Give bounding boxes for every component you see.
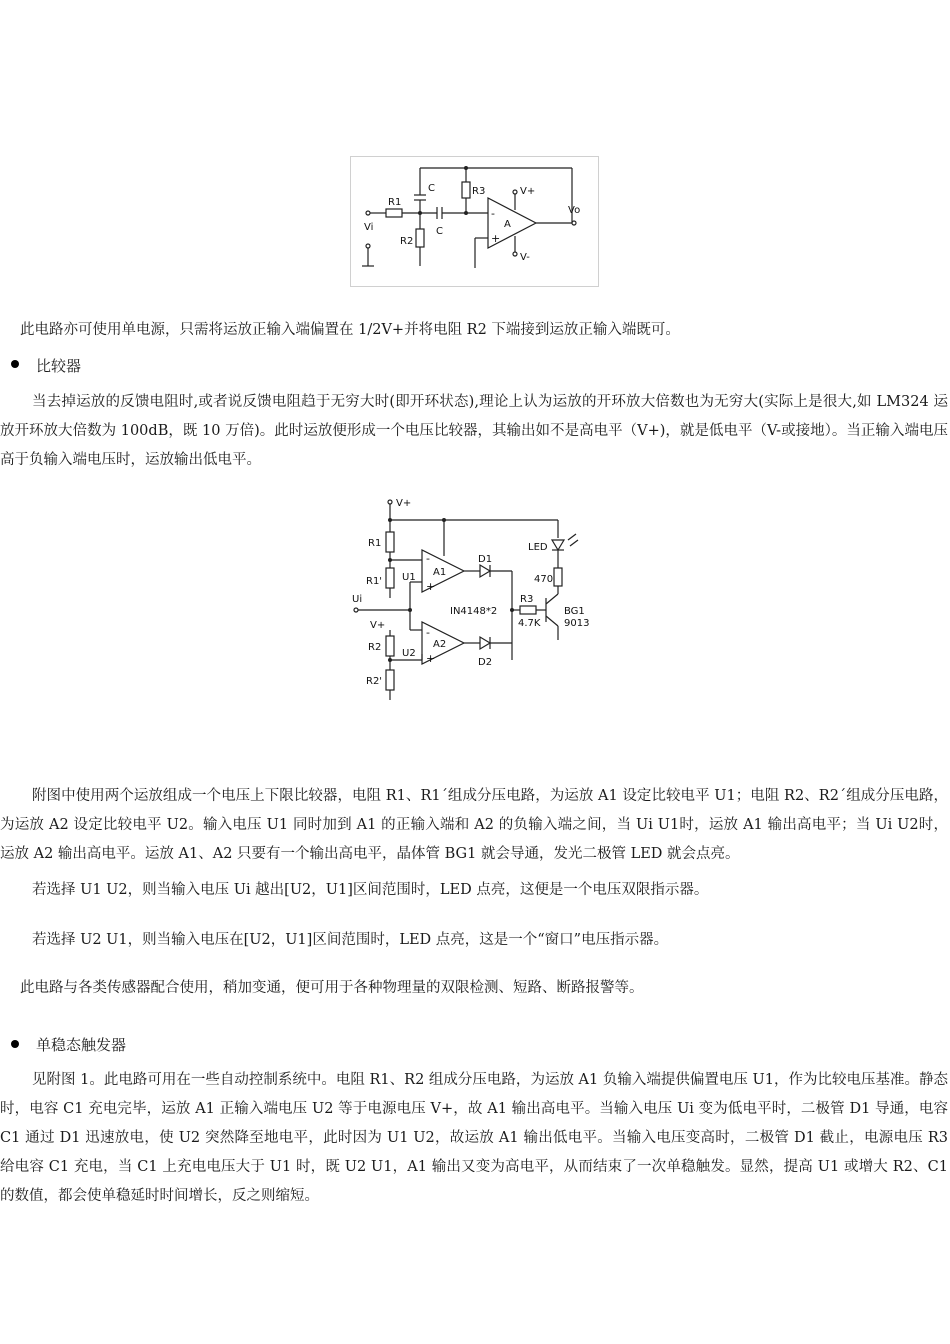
label-c-top: C bbox=[428, 183, 435, 194]
paragraph-monostable: 见附图 1。此电路可用在一些自动控制系统中。电阻 R1、R2 组成分压电路，为运放 A1 负输入端提供偏置电压 U1，作为比较电压基准。静态时，电容 C1 充电完毕，运放 A1 正输入端电压 U2 等于电源电压 V+，故 A1 输出高电平。当输入电压 Ui 变为低电平时，二极管 D1 导通，电容 C1 通过 D1 迅速放电，使 U2 突然降至地电平，此时因为 U1 U2，故运放 A1 输出低电平。当输入电压变高时，二极管 D1 截止，电源电压 R3 给电容 C1 充电，当 C1 上充电电压大于 U1 时，既 U2 U1，A1 输出又变为高电平，从而结束了一次单稳触发。显然，提高 U1 或增大 R2、C1 的数值，都会使单稳延时时间增长，反之则缩短。 bbox=[0, 1072, 948, 1204]
label-vplus-top: V+ bbox=[396, 498, 412, 509]
label-a1-plus: + bbox=[426, 580, 436, 593]
label-vplus: V+ bbox=[520, 186, 536, 197]
label-470: 470 bbox=[534, 574, 554, 585]
circuit-figure-2 bbox=[340, 490, 600, 715]
label-r2: R2 bbox=[400, 236, 414, 247]
label-r3: R3 bbox=[520, 594, 534, 605]
circuit-figure-1 bbox=[350, 156, 600, 288]
label-a1-minus: - bbox=[426, 552, 430, 565]
label-vminus: V- bbox=[520, 252, 530, 263]
label-vplus-mid: V+ bbox=[370, 620, 386, 631]
label-r1-prime: R1' bbox=[366, 576, 383, 587]
bullet-icon bbox=[11, 360, 19, 368]
paragraph-comparator: 当去掉运放的反馈电阻时,或者说反馈电阻趋于无穷大时(即开环状态),理论上认为运放的开环放大倍数也为无穷大(实际上是很大,如 LM324 运放开环放大倍数为 100dB，既 10 万倍)。此时运放便形成一个电压比较器，其输出如不是高电平（V+)，就是低电平（V-或接地）。当正输入端电压高于负输入端电压时，运放输出低电平。 bbox=[0, 394, 948, 468]
label-vo: Vo bbox=[568, 205, 581, 216]
label-in4148: IN4148*2 bbox=[450, 606, 498, 617]
heading-monostable: 单稳态触发器 bbox=[36, 1036, 127, 1054]
label-r1: R1 bbox=[388, 197, 402, 208]
label-r3-value: 4.7K bbox=[518, 618, 541, 629]
paragraph-single-supply: 此电路亦可使用单电源，只需将运放正输入端偏置在 1/2V+并将电阻 R2 下端接到运放正输入端既可。 bbox=[20, 322, 680, 338]
label-d2: D2 bbox=[478, 657, 493, 668]
paragraph-sensor-use: 此电路与各类传感器配合使用，稍加变通，便可用于各种物理量的双限检测、短路、断路报警等。 bbox=[20, 980, 644, 996]
label-r3: R3 bbox=[472, 186, 486, 197]
label-led: LED bbox=[528, 542, 548, 553]
heading-comparator: 比较器 bbox=[36, 357, 82, 375]
label-ui: Ui bbox=[352, 594, 363, 605]
label-r2-prime: R2' bbox=[366, 676, 383, 687]
label-a2-minus: - bbox=[426, 626, 430, 639]
paragraph-window-indicator: 若选择 U2 U1，则当输入电压在[U2，U1]区间范围时，LED 点亮，这是一个“窗口”电压指示器。 bbox=[32, 932, 669, 948]
label-plus: + bbox=[491, 232, 501, 245]
label-a: A bbox=[504, 219, 511, 230]
label-u1: U1 bbox=[402, 572, 416, 583]
label-c-mid: C bbox=[436, 226, 443, 237]
label-a2-plus: + bbox=[426, 652, 436, 665]
paragraph-window-comparator: 附图中使用两个运放组成一个电压上下限比较器，电阻 R1、R1´组成分压电路，为运放 A1 设定比较电平 U1；电阻 R2、R2´组成分压电路，为运放 A2 设定比较电平 U2。输入电压 U1 同时加到 A1 的正输入端和 A2 的负输入端之间，当 Ui U1时，运放 A1 输出高电平；当 Ui U2时，运放 A2 输出高电平。运放 A1、A2 只要有一个输出高电平，晶体管 BG1 就会导通，发光二极管 LED 就会点亮。 bbox=[0, 788, 948, 862]
label-bg1: BG1 bbox=[564, 606, 585, 617]
label-d1: D1 bbox=[478, 554, 493, 565]
bullet-icon bbox=[11, 1040, 19, 1048]
label-vi: Vi bbox=[364, 222, 374, 233]
label-r2: R2 bbox=[368, 642, 382, 653]
label-a2: A2 bbox=[433, 639, 447, 650]
label-bg1-value: 9013 bbox=[564, 618, 590, 629]
label-u2: U2 bbox=[402, 648, 416, 659]
label-r1: R1 bbox=[368, 538, 382, 549]
paragraph-dual-limit: 若选择 U1 U2，则当输入电压 Ui 越出[U2，U1]区间范围时，LED 点亮，这便是一个电压双限指示器。 bbox=[32, 882, 709, 898]
label-a1: A1 bbox=[433, 567, 447, 578]
label-minus: - bbox=[491, 207, 495, 220]
